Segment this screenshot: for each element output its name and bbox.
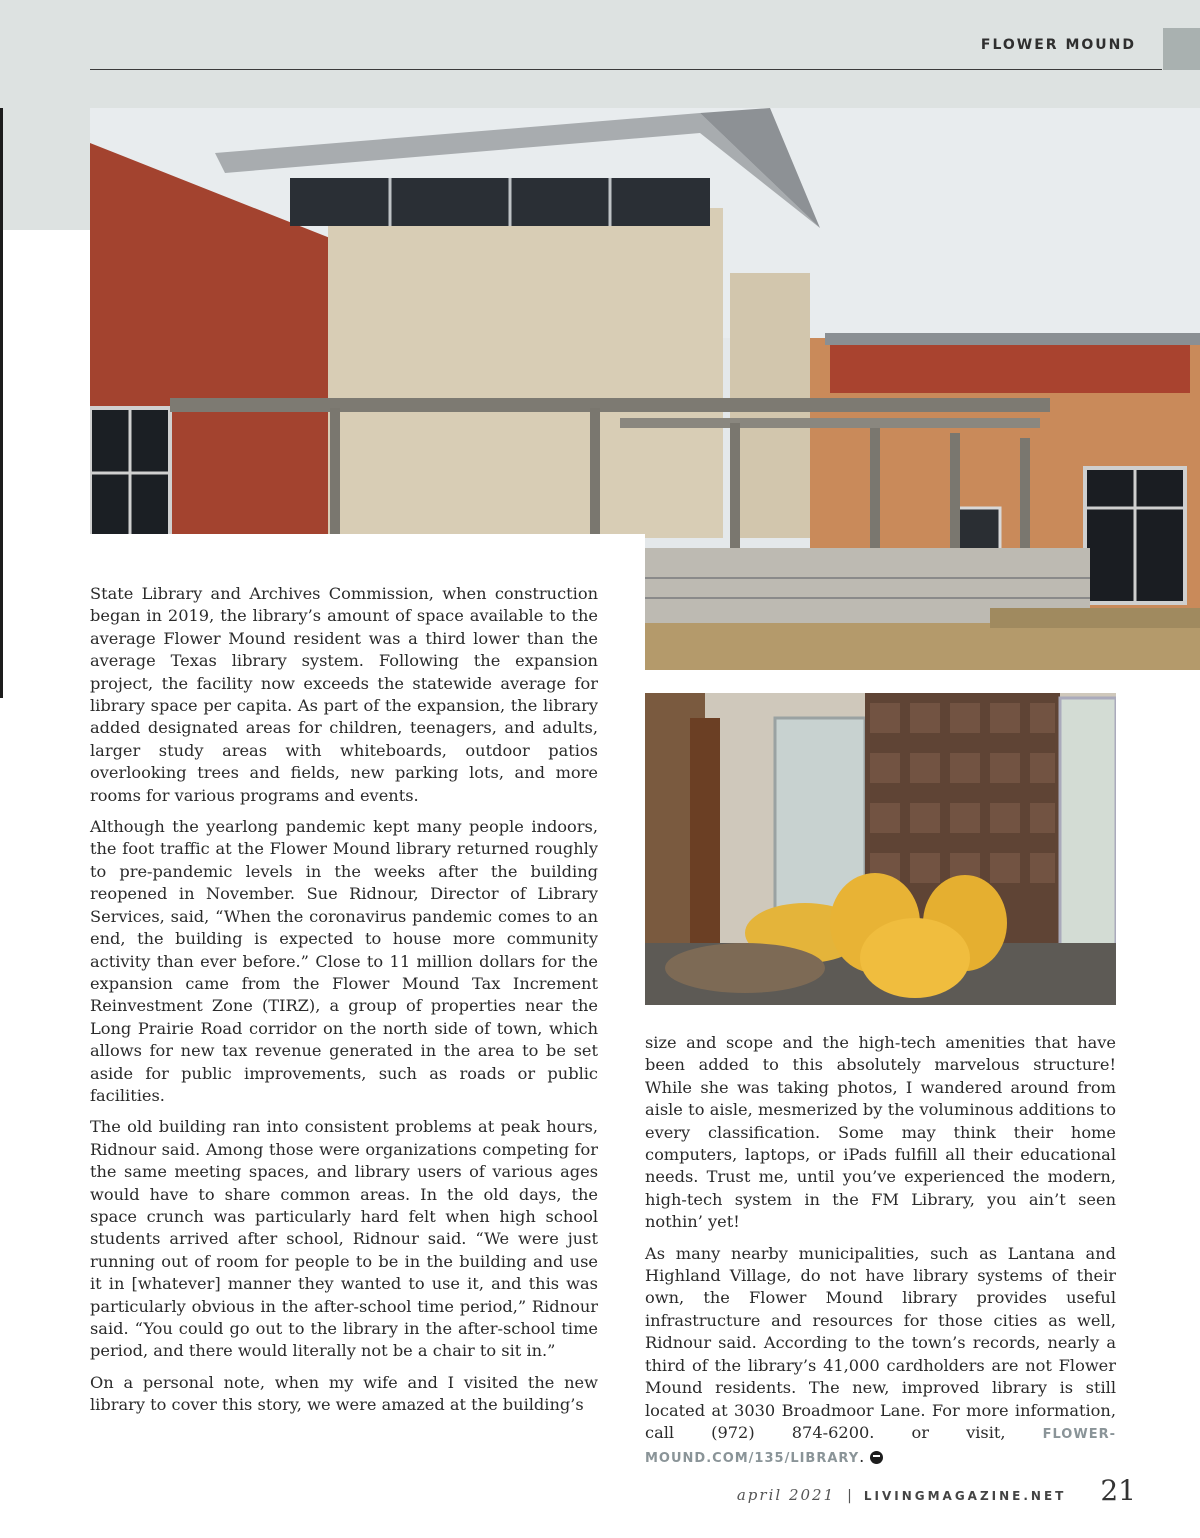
library-website-link[interactable]: FLOWER-MOUND.COM/135/LIBRARY bbox=[645, 1426, 1116, 1467]
paragraph-final bbox=[645, 1243, 1116, 1471]
page-edge-mark bbox=[0, 108, 3, 698]
footer-website: LIVINGMAGAZINE.NET bbox=[863, 1489, 1067, 1503]
final-text: As many nearby municipalities, such as Lantana and Highland Village, do not have library systems of their own, the Flower Mound library provides useful infrastructure and resources for those cities as well, Ridnour said. According to the town’s records, nearly a third of the library’s 41,000 cardholders are not Flower Mound residents. The new, improved library is still located at 3030 Broadmoor Lane. For more information, call (972) 874-6200. or visit, bbox=[645, 1243, 1116, 1442]
end-of-story-icon bbox=[870, 1451, 883, 1464]
paragraph: size and scope and the high-tech amenities that have been added to this absolutely marvelous structure! While she was taking photos, I wandered around from aisle to aisle, mesmerized by the voluminous additions to every classification. Some may think their home computers, laptops, or iPads fulfill all their educational needs. Trust me, until you’ve experienced the modern, high-tech system in the FM Library, you ain’t seen nothin’ yet! bbox=[645, 1033, 1116, 1232]
library-interior-photo bbox=[645, 693, 1116, 1005]
issue-date: april 2021 bbox=[736, 1486, 836, 1504]
page-footer bbox=[737, 1474, 1136, 1507]
article-left-column bbox=[90, 583, 598, 1426]
header-rule bbox=[90, 69, 1162, 70]
header-band bbox=[0, 0, 1200, 108]
margin-band bbox=[0, 108, 92, 230]
paragraph: On a personal note, when my wife and I visited the new library to cover this story, we were amazed at the building’s bbox=[90, 1372, 598, 1415]
paragraph: State Library and Archives Commission, when construction began in 2019, the library’s amount of space available to the average Flower Mound resident was a third lower than the average Texas library system. Following the expansion project, the facility now exceeds the statewide average for library space per capita. As part of the expansion, the library added designated areas for children, teenagers, and adults, larger study areas with whiteboards, outdoor patios overlooking trees and fields, new parking lots, and more rooms for various programs and events. bbox=[90, 584, 598, 805]
page-number: 21 bbox=[1100, 1474, 1136, 1507]
article-right-column bbox=[645, 1032, 1116, 1480]
section-tab bbox=[1163, 28, 1200, 70]
paragraph: The old building ran into consistent problems at peak hours, Ridnour said. Among those were organizations competing for the same meeting spaces, and library users of various ages would have to share common areas. In the old days, the space crunch was particularly hard felt when high school students arrived after school, Ridnour said. “We were just running out of room for people to be in the building and use it in [whatever] manner they wanted to use it, and this was particularly obvious in the after-school time period,” Ridnour said. “You could go out to the library in the after-school time period, and there would literally not be a chair to sit in.” bbox=[90, 1117, 598, 1361]
footer-separator: | bbox=[847, 1488, 852, 1504]
paragraph: Although the yearlong pandemic kept many people indoors, the foot traffic at the Flower Mound library returned roughly to pre-pandemic levels in the weeks after the building reopened in November. Sue Ridnour, Director of Library Services, said, “When the coronavirus pandemic comes to an end, the building is expected to house more community activity than ever before.” Close to 11 million dollars for the expansion came from the Flower Mound Tax Increment Reinvestment Zone (TIRZ), a group of properties near the Long Prairie Road corridor on the north side of town, which allows for new tax revenue generated in the area to be set aside for public improvements, such as roads or public facilities. bbox=[90, 817, 598, 1105]
link-suffix: . bbox=[859, 1447, 865, 1467]
section-label: FLOWER MOUND bbox=[980, 37, 1136, 53]
